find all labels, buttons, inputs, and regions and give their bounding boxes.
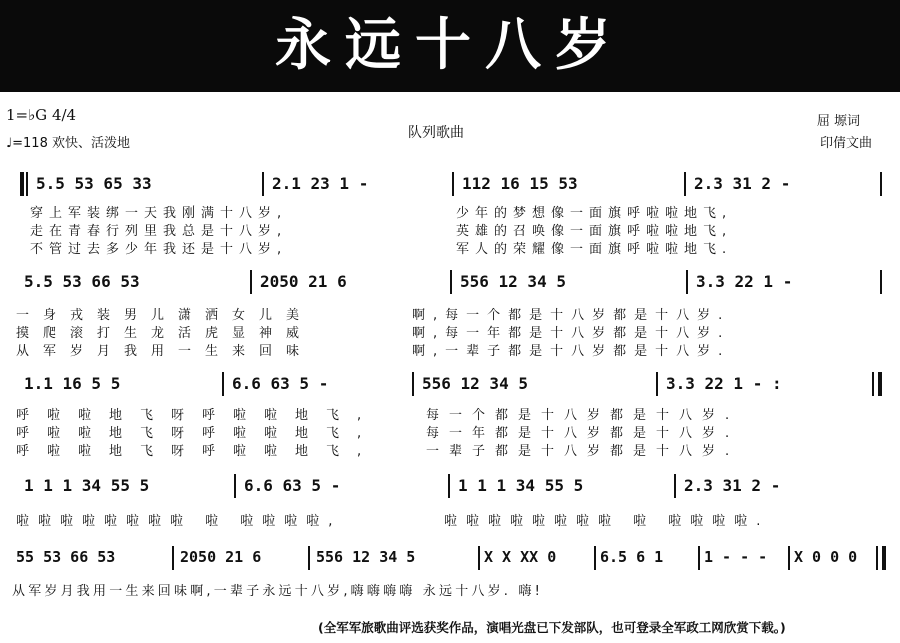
barline bbox=[788, 546, 790, 570]
measure: 2050 21 6 bbox=[260, 272, 347, 291]
barline bbox=[172, 546, 174, 570]
measure: 1.1 16 5 5 bbox=[24, 374, 121, 393]
barline bbox=[594, 546, 596, 570]
title-banner bbox=[0, 0, 900, 92]
barline bbox=[308, 546, 310, 570]
score-system-3 bbox=[8, 374, 884, 396]
measure: 55 53 66 53 bbox=[16, 548, 116, 566]
measure: 3.3 22 1 - : bbox=[666, 374, 782, 393]
lyric-verse-1: 从军岁月我用一生来回味啊,一辈子永远十八岁,嗨嗨嗨嗨 永远十八岁. 嗨! bbox=[12, 584, 544, 599]
measure: 6.6 63 5 - bbox=[232, 374, 329, 393]
barline bbox=[450, 270, 452, 294]
measure: 6.6 63 5 - bbox=[244, 476, 341, 495]
lyric-verse-2: 走在青春行列里我总是十八岁, 英雄的召唤像一面旗呼啦啦地飞, bbox=[30, 224, 733, 239]
barline bbox=[250, 270, 252, 294]
barline bbox=[412, 372, 414, 396]
composer-credit: 印倩文曲 bbox=[819, 136, 872, 151]
measure: 1 1 1 34 55 5 bbox=[24, 476, 150, 495]
lyric-verse-1: 一身戎装男儿潇洒女儿美 啊,每一个都是十八岁都是十八岁. bbox=[16, 308, 731, 323]
barline bbox=[26, 172, 28, 196]
barline bbox=[872, 372, 874, 396]
measure: 112 16 15 53 bbox=[462, 174, 578, 193]
final-barline-thick bbox=[882, 546, 886, 570]
score-system-1 bbox=[8, 174, 884, 196]
measure: 5.5 53 65 33 bbox=[36, 174, 152, 193]
measure: X 0 0 0 bbox=[794, 548, 858, 566]
lyric-verse-2: 呼啦啦地飞呀呼啦啦地飞, 每一年都是十八岁都是十八岁. bbox=[16, 426, 740, 441]
measure: 2050 21 6 bbox=[180, 548, 262, 566]
measure: 6.5 6 1 bbox=[600, 548, 664, 566]
barline bbox=[234, 474, 236, 498]
lyric-verse-1: 呼啦啦地飞呀呼啦啦地飞, 每一个都是十八岁都是十八岁. bbox=[16, 408, 740, 423]
barline bbox=[222, 372, 224, 396]
lyric-verse-3: 呼啦啦地飞呀呼啦啦地飞, 一辈子都是十八岁都是十八岁. bbox=[16, 444, 740, 459]
measure: 5.5 53 66 53 bbox=[24, 272, 140, 291]
song-style: 队列歌曲 bbox=[408, 125, 464, 141]
repeat-start-barline bbox=[20, 172, 24, 196]
barline bbox=[478, 546, 480, 570]
tempo-marking: ♩=118 欢快、活泼地 bbox=[6, 136, 130, 151]
score-system-5 bbox=[8, 548, 884, 570]
barline bbox=[880, 172, 882, 196]
barline bbox=[698, 546, 700, 570]
repeat-end-barline bbox=[878, 372, 882, 396]
barline bbox=[452, 172, 454, 196]
lyric-verse-1: 穿上军装绑一天我刚满十八岁, 少年的梦想像一面旗呼啦啦地飞, bbox=[30, 206, 733, 221]
lyric-verse-3: 从军岁月我用一生来回味 啊,一辈子都是十八岁都是十八岁. bbox=[16, 344, 731, 359]
measure: X X XX 0 bbox=[484, 548, 557, 566]
score-system-2 bbox=[8, 272, 884, 294]
score-system-4 bbox=[8, 476, 884, 498]
barline bbox=[684, 172, 686, 196]
barline bbox=[262, 172, 264, 196]
key-signature: 1=♭G 4/4 bbox=[6, 106, 77, 124]
lyricist-credit: 屈 塬词 bbox=[816, 114, 860, 129]
barline bbox=[448, 474, 450, 498]
final-barline bbox=[876, 546, 878, 570]
measure: 556 12 34 5 bbox=[460, 272, 566, 291]
measure: 2.3 31 2 - bbox=[684, 476, 781, 495]
measure: 1 1 1 34 55 5 bbox=[458, 476, 584, 495]
measure: 2.3 31 2 - bbox=[694, 174, 791, 193]
measure: 1 - - - bbox=[704, 548, 768, 566]
measure: 2.1 23 1 - bbox=[272, 174, 369, 193]
measure: 556 12 34 5 bbox=[422, 374, 528, 393]
measure: 556 12 34 5 bbox=[316, 548, 416, 566]
measure: 3.3 22 1 - bbox=[696, 272, 793, 291]
lyric-verse-2: 摸爬滚打生龙活虎显神威 啊,每一年都是十八岁都是十八岁. bbox=[16, 326, 731, 341]
lyric-verse-3: 不管过去多少年我还是十八岁, 军人的荣耀像一面旗呼啦啦地飞. bbox=[30, 242, 733, 257]
barline bbox=[880, 270, 882, 294]
song-title: 永远十八岁 bbox=[275, 13, 625, 78]
lyric-verse-1: 啦啦啦啦啦啦啦啦 啦 啦啦啦啦, 啦啦啦啦啦啦啦啦 啦 啦啦啦啦. bbox=[16, 514, 770, 529]
award-footnote: (全军军旅歌曲评选获奖作品，演唱光盘已下发部队，也可登录全军政工网欣赏下载。) bbox=[318, 620, 786, 635]
barline bbox=[686, 270, 688, 294]
barline bbox=[656, 372, 658, 396]
barline bbox=[674, 474, 676, 498]
